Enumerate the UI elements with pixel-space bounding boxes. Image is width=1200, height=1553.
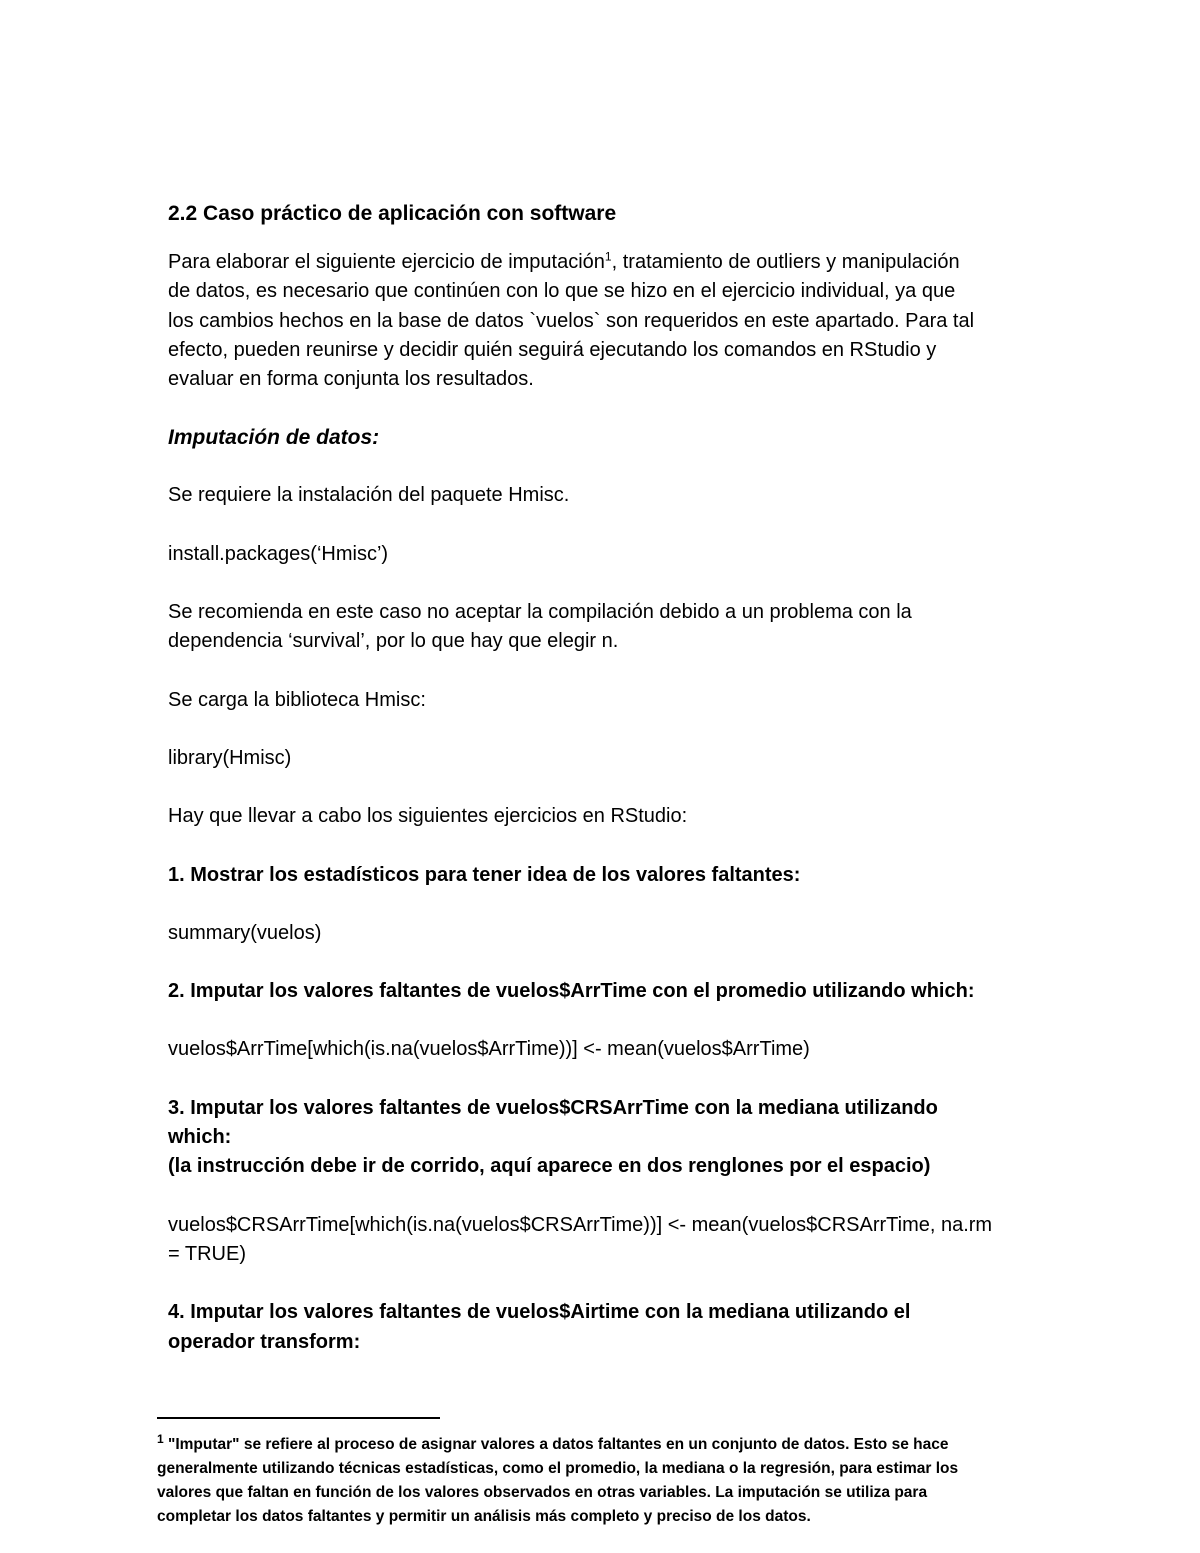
imputation-section-title: Imputación de datos:	[168, 426, 380, 450]
install-code: install.packages(‘Hmisc’)	[168, 542, 389, 565]
exercise-3-code-line2: = TRUE)	[168, 1242, 246, 1265]
exercises-intro: Hay que llevar a cabo los siguientes ejercicios en RStudio:	[168, 805, 688, 828]
exercise-4-line2: operador transform:	[168, 1330, 361, 1353]
intro-line4: efecto, pueden reunirse y decidir quién seguirá ejecutando los comandos en RStudio y	[168, 338, 937, 361]
footnote-line1: "Imputar" se refiere al proceso de asignar valores a datos faltantes en un conjunto de datos. Esto se hace	[163, 1436, 949, 1453]
intro-line3: los cambios hechos en la base de datos `vuelos` son requeridos en este apartado. Para tal	[168, 309, 975, 332]
exercise-3-line1: 3. Imputar los valores faltantes de vuelos$CRSArrTime con la mediana utilizando	[168, 1096, 938, 1119]
recommend-line1: Se recomienda en este caso no aceptar la compilación debido a un problema con la	[168, 601, 912, 624]
exercise-4-line1: 4. Imputar los valores faltantes de vuelos$Airtime con la mediana utilizando el	[168, 1301, 911, 1324]
footnote-separator	[157, 1417, 440, 1419]
exercise-2-code: vuelos$ArrTime[which(is.na(vuelos$ArrTime))] <- mean(vuelos$ArrTime)	[168, 1038, 810, 1061]
exercise-1-code: summary(vuelos)	[168, 921, 322, 944]
exercise-2-title: 2. Imputar los valores faltantes de vuelos$ArrTime con el promedio utilizando which:	[168, 980, 975, 1003]
exercise-1-title: 1. Mostrar los estadísticos para tener idea de los valores faltantes:	[168, 863, 801, 886]
footnote-line3: valores que faltan en función de los valores observados en otras variables. La imputación se utiliza para	[157, 1484, 928, 1501]
intro-line1-a: Para elaborar el siguiente ejercicio de imputación	[168, 251, 605, 273]
exercise-3-code	[168, 1211, 1048, 1270]
exercise-3-line2: which:	[168, 1126, 232, 1149]
section-heading: 2.2 Caso práctico de aplicación con software	[168, 202, 617, 225]
load-text: Se carga la biblioteca Hmisc:	[168, 688, 426, 711]
page-content	[168, 200, 1048, 1357]
intro-line5: evaluar en forma conjunta los resultados.	[168, 368, 534, 391]
intro-line2: de datos, es necesario que continúen con lo que se hizo en el ejercicio individual, ya que	[168, 280, 956, 303]
recommend-line2: dependencia ‘survival’, por lo que hay que elegir n.	[168, 630, 619, 653]
footnote-reference[interactable]: 1	[604, 249, 612, 264]
intro-paragraph	[168, 248, 1048, 394]
intro-line1-b: , tratamiento de outliers y manipulación	[611, 251, 960, 273]
exercise-3-title	[168, 1094, 1048, 1182]
library-code: library(Hmisc)	[168, 746, 292, 769]
exercise-3-code-line1: vuelos$CRSArrTime[which(is.na(vuelos$CRSArrTime))] <- mean(vuelos$CRSArrTime, na.rm	[168, 1213, 993, 1236]
recommend-paragraph	[168, 598, 1048, 657]
footnote-line2: generalmente utilizando técnicas estadísticas, como el promedio, la mediana o la regresión, para estimar los	[157, 1460, 959, 1477]
footnote-line4: completar los datos faltantes y permitir un análisis más completo y preciso de los datos.	[157, 1508, 811, 1525]
footnote-marker: 1	[157, 1431, 164, 1446]
exercise-4-title	[168, 1298, 1048, 1357]
requires-text: Se requiere la instalación del paquete Hmisc.	[168, 484, 570, 507]
exercise-3-line3: (la instrucción debe ir de corrido, aquí aparece en dos renglones por el espacio)	[168, 1155, 931, 1178]
footnote	[157, 1433, 1057, 1529]
